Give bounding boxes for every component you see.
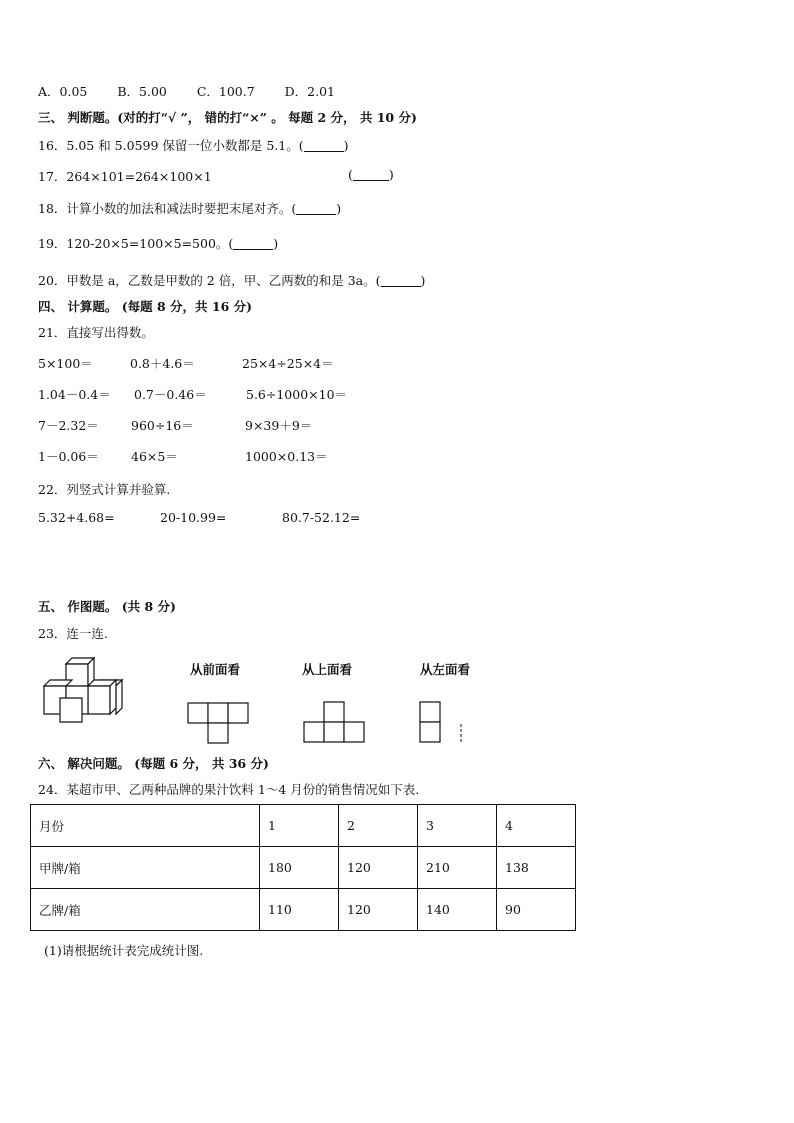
answer-blank-18[interactable] — [296, 202, 336, 215]
question-20: 20．甲数是 a，乙数是甲数的 2 倍，甲、乙两数的和是 3a。( ) — [38, 273, 426, 288]
answer-blank-17[interactable] — [353, 168, 389, 181]
calc-item: 9×39＋9＝ — [245, 418, 313, 433]
calc-item: 1.04－0.4＝ — [38, 387, 111, 402]
calc-item: 0.7－0.46＝ — [134, 387, 207, 402]
view-label-top: 从上面看 — [302, 662, 353, 677]
table-header-row — [31, 805, 576, 847]
table-cell: 210 — [418, 847, 497, 889]
view-label-left: 从左面看 — [420, 662, 471, 677]
question-24-part-1: (1)请根据统计表完成统计图. — [44, 943, 204, 958]
options-line — [38, 82, 335, 100]
table-cell: 月份 — [31, 805, 260, 847]
calc-item: 0.8＋4.6＝ — [130, 356, 195, 371]
table-cell: 180 — [260, 847, 339, 889]
vertical-calc-item: 5.32+4.68= — [38, 510, 115, 525]
table-cell: 138 — [497, 847, 576, 889]
answer-blank-19[interactable] — [233, 237, 273, 250]
table-cell: 2 — [339, 805, 418, 847]
option-b: B．5.00 — [117, 84, 167, 99]
calc-item: 5×100＝ — [38, 356, 93, 371]
view-shape-b[interactable] — [302, 700, 368, 746]
table-cell: 120 — [339, 847, 418, 889]
calc-item: 1－0.06＝ — [38, 449, 99, 464]
table-cell: 甲牌/箱 — [31, 847, 260, 889]
question-23: 23．连一连. — [38, 626, 108, 641]
vertical-calc-item: 20-10.99= — [160, 510, 227, 525]
option-d: D．2.01 — [284, 84, 336, 99]
table-cell: 140 — [418, 889, 497, 931]
view-shape-c[interactable] — [418, 700, 464, 746]
table-cell: 乙牌/箱 — [31, 889, 260, 931]
question-22: 22．列竖式计算并验算. — [38, 482, 171, 497]
answer-blank-16[interactable] — [304, 139, 344, 152]
question-18: 18．计算小数的加法和减法时要把末尾对齐。( ) — [38, 201, 342, 216]
section4-heading: 四、 计算题。 (每题 8 分，共 16 分) — [38, 299, 253, 314]
section5-heading: 五、 作图题。 (共 8 分) — [38, 599, 176, 614]
calc-item: 1000×0.13＝ — [245, 449, 328, 464]
calc-item: 25×4÷25×4＝ — [242, 356, 334, 371]
view-label-front: 从前面看 — [190, 662, 241, 677]
question-21: 21．直接写出得数。 — [38, 325, 154, 340]
vertical-calc-item: 80.7-52.12= — [282, 510, 361, 525]
calc-item: 46×5＝ — [131, 449, 178, 464]
section3-heading: 三、 判断题。(对的打“√ ”， 错的打“×” 。 每题 2 分， 共 10 分) — [38, 110, 417, 125]
calc-item: 960÷16＝ — [131, 418, 194, 433]
option-a: A．0.05 — [38, 84, 88, 99]
question-17: 17．264×101=264×100×1 — [38, 169, 212, 184]
table-cell: 110 — [260, 889, 339, 931]
section6-heading: 六、 解决问题。 (每题 6 分， 共 36 分) — [38, 756, 269, 771]
question-19: 19．120-20×5=100×5=500。( ) — [38, 236, 279, 251]
table-cell: 120 — [339, 889, 418, 931]
answer-blank-20[interactable] — [381, 274, 421, 287]
table-cell: 90 — [497, 889, 576, 931]
view-shape-a[interactable] — [186, 700, 250, 746]
table-cell: 1 — [260, 805, 339, 847]
calc-item: 5.6÷1000×10＝ — [246, 387, 348, 402]
table-row — [31, 847, 576, 889]
option-c: C．100.7 — [196, 84, 255, 99]
cube-stack-figure — [40, 656, 130, 724]
table-row — [31, 889, 576, 931]
table-cell: 3 — [418, 805, 497, 847]
calc-item: 7－2.32＝ — [38, 418, 99, 433]
question-17-answer: ( ) — [348, 167, 394, 182]
question-24: 24．某超市甲、乙两种品牌的果汁饮料 1～4 月份的销售情况如下表. — [38, 782, 420, 797]
question-16: 16．5.05 和 5.0599 保留一位小数都是 5.1。( ) — [38, 138, 349, 153]
sales-table — [30, 804, 576, 931]
table-cell: 4 — [497, 805, 576, 847]
